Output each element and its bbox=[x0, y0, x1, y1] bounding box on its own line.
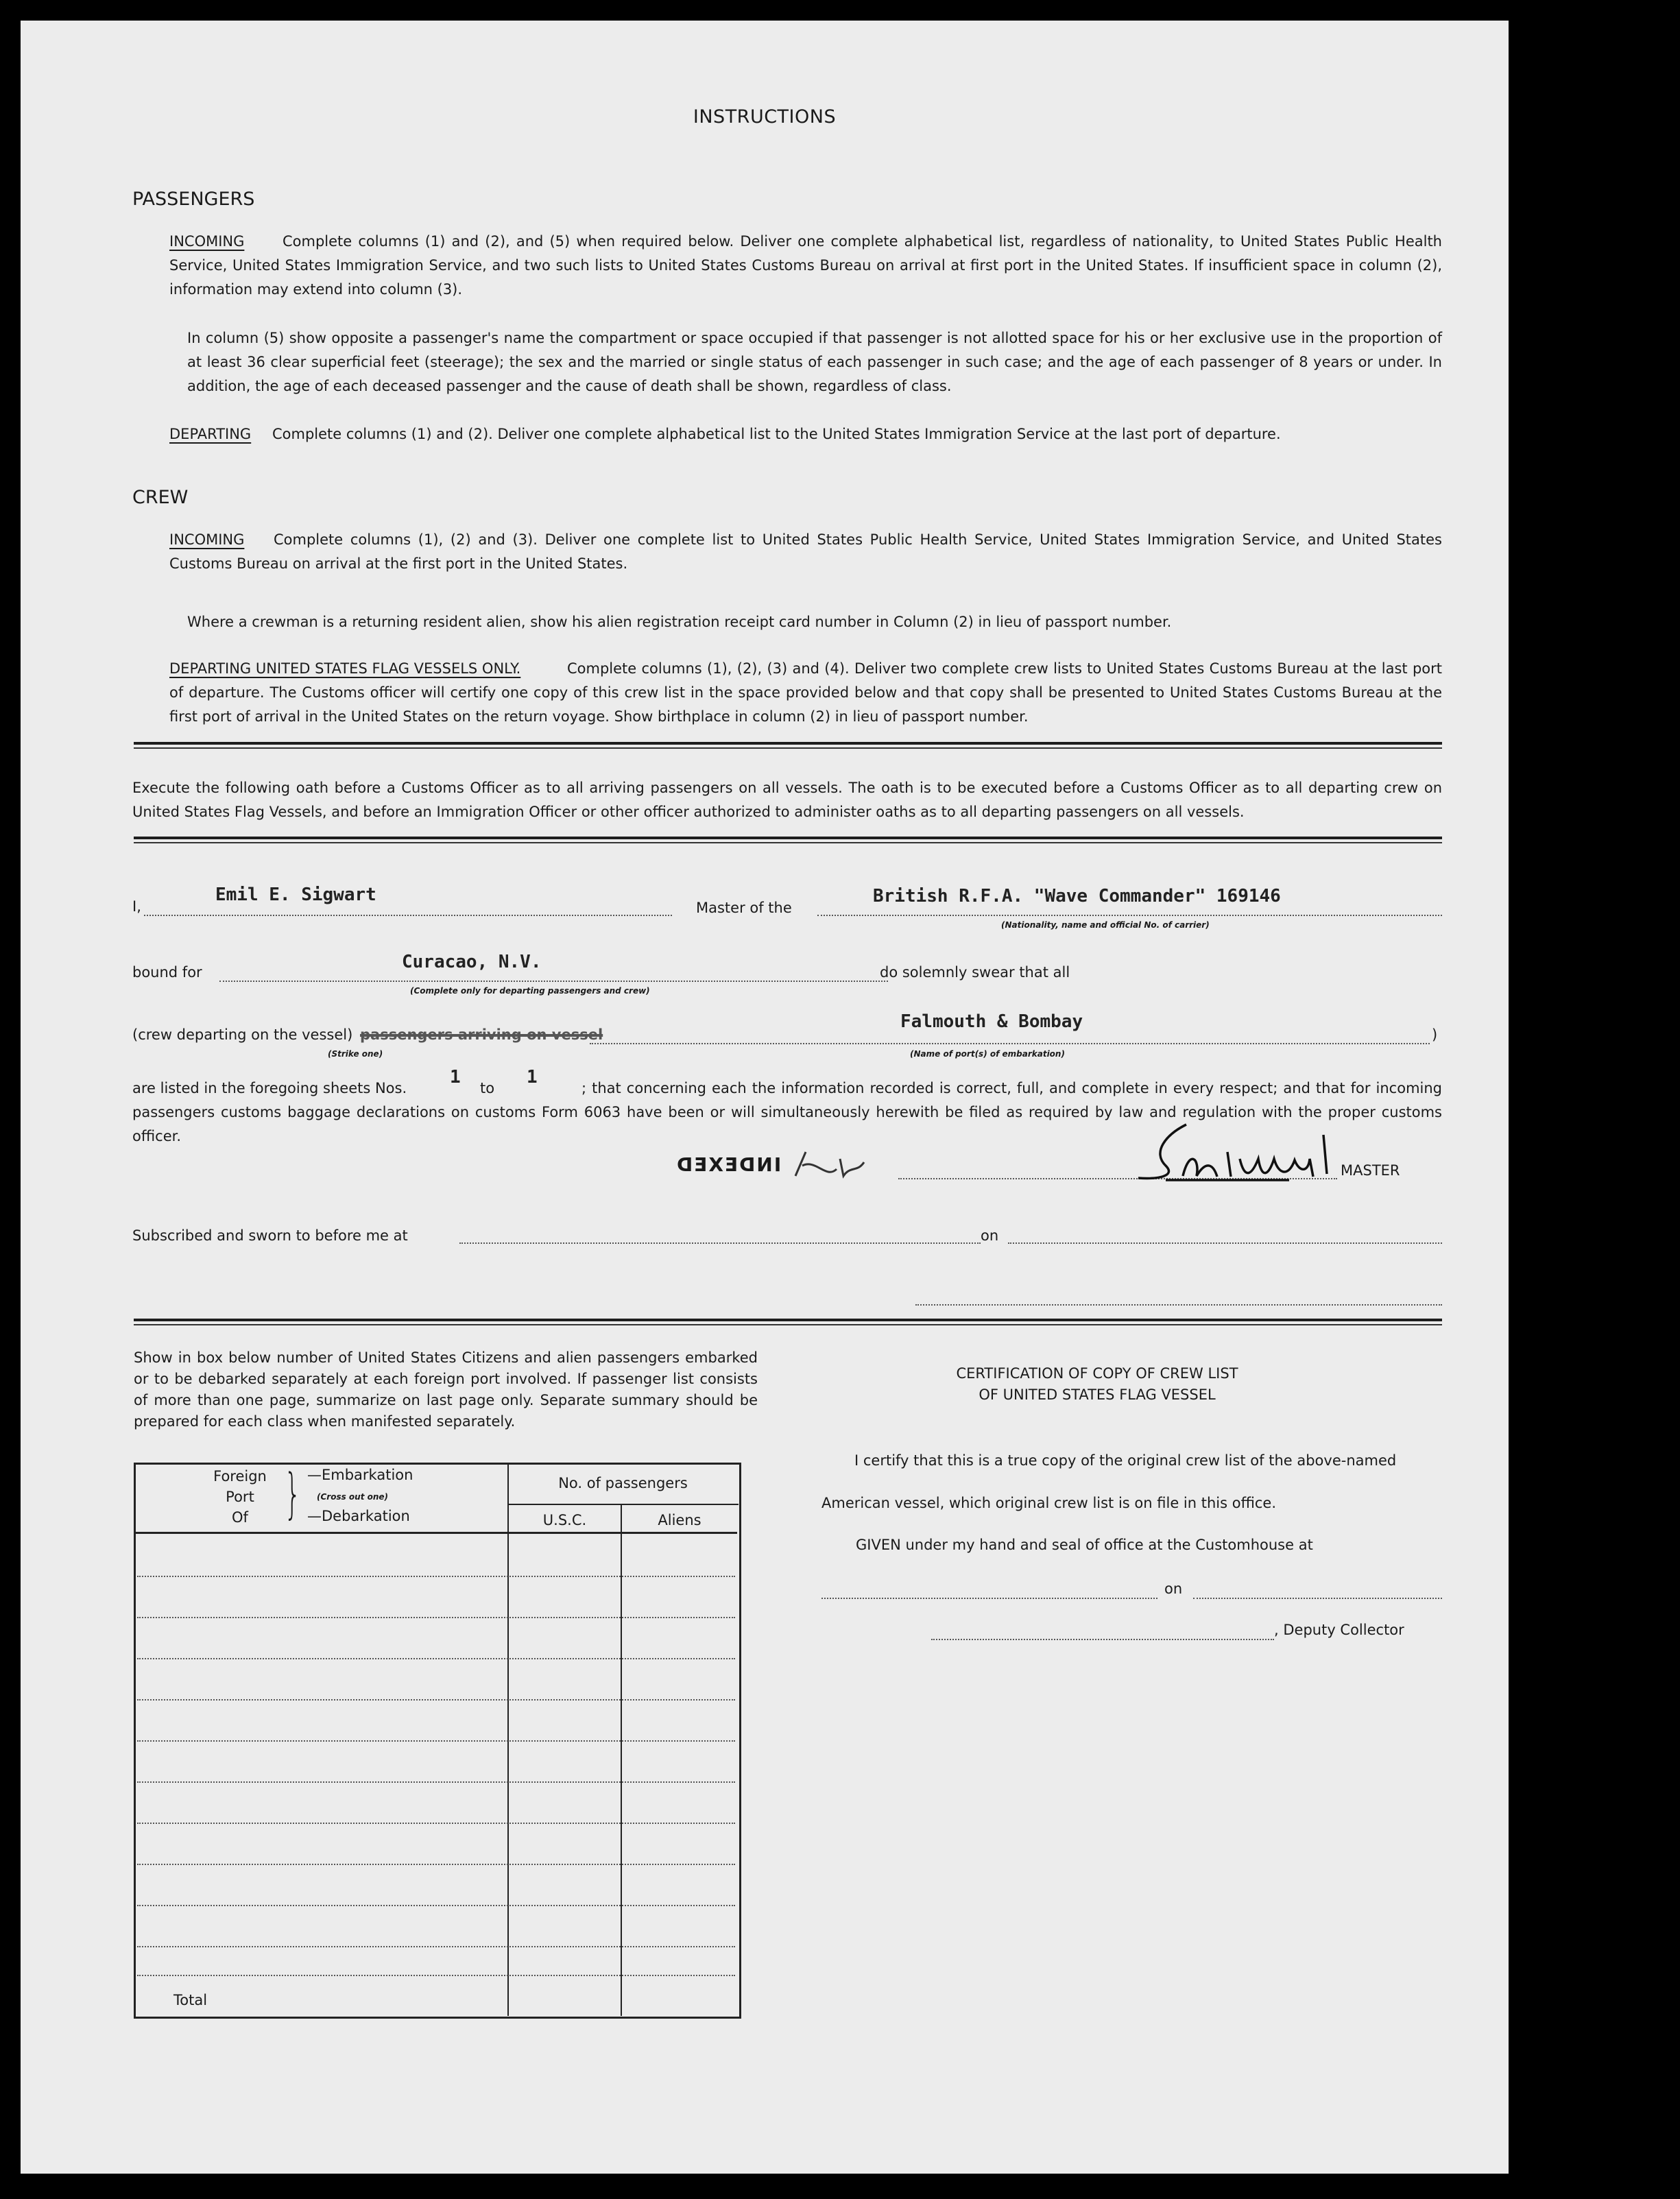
deputy-signature-line bbox=[931, 1639, 1274, 1640]
table-row-line bbox=[137, 1740, 735, 1742]
customhouse-line bbox=[821, 1598, 1157, 1599]
subscribed-on-label: on bbox=[981, 1227, 999, 1244]
crew-departing-label: DEPARTING UNITED STATES FLAG VESSELS ONLY. bbox=[169, 660, 521, 677]
crew-incoming-label: INCOMING bbox=[169, 531, 245, 548]
sheets-to-label: to bbox=[480, 1080, 495, 1096]
table-row-line bbox=[137, 1946, 735, 1947]
indexed-stamp: INDEXED bbox=[675, 1153, 782, 1176]
sheet-from: 1 bbox=[450, 1067, 461, 1088]
divider bbox=[134, 842, 1442, 843]
passengers-incoming-text: Complete columns (1) and (2), and (5) when required below. Deliver one complete alphabetical list, regardless of nationality, to United States Public Health Service, United States Immigration Service, and two such lists to United States Customs Bureau on arrival at first port in the United States. If insufficient space in column (2), information may extend into column (3). bbox=[169, 233, 1442, 298]
embarkation-option: —Embarkation bbox=[307, 1467, 413, 1483]
crew-incoming-text: Complete columns (1), (2) and (3). Deliver one complete list to United States Public Health Service, United States Immigration Service, and United States Customs Bureau on arrival at the first port in the United States. bbox=[169, 531, 1442, 572]
crew-resident-text: Where a crewman is a returning resident alien, show his alien registration receipt card number in Column (2) in lieu of passport number. bbox=[187, 614, 1172, 630]
oath-i-label: I, bbox=[132, 898, 141, 915]
struck-option: passengers arriving on vessel bbox=[360, 1026, 603, 1043]
aliens-header: Aliens bbox=[658, 1512, 701, 1528]
vessel-note: (Nationality, name and official No. of carrier) bbox=[1001, 920, 1210, 930]
total-label: Total bbox=[173, 1992, 208, 2008]
destination-line bbox=[219, 981, 888, 982]
certify-line-1: I certify that this is a true copy of the original crew list of the above-named bbox=[854, 1452, 1397, 1469]
certification-date-line bbox=[1193, 1598, 1442, 1599]
divider bbox=[134, 1324, 1442, 1325]
table-row-line bbox=[137, 1699, 735, 1701]
master-label: MASTER bbox=[1341, 1162, 1400, 1179]
certification-on-label: on bbox=[1164, 1581, 1183, 1597]
table-row-line bbox=[137, 1823, 735, 1824]
vessel-name: British R.F.A. "Wave Commander" 169146 bbox=[873, 886, 1281, 906]
crew-departing-vessel-label: (crew departing on the vessel) bbox=[132, 1026, 353, 1043]
debarkation-option: —Debarkation bbox=[307, 1508, 410, 1524]
passengers-departing-text: Complete columns (1) and (2). Deliver one complete alphabetical list to the United States Immigration Service at the last port of departure. bbox=[272, 426, 1281, 442]
certification-title-2: OF UNITED STATES FLAG VESSEL bbox=[979, 1386, 1216, 1403]
stamp-initials-mark bbox=[789, 1145, 871, 1186]
certify-line-2: American vessel, which original crew list is on file in this office. bbox=[821, 1495, 1277, 1511]
divider bbox=[134, 742, 1442, 745]
passengers-departing-label: DEPARTING bbox=[169, 426, 252, 442]
ports-note: (Name of port(s) of embarkation) bbox=[910, 1049, 1065, 1059]
swear-label: do solemnly swear that all bbox=[880, 964, 1070, 981]
column5-text: In column (5) show opposite a passenger's name the compartment or space occupied if that passenger is not allotted space for his or her exclusive use in the proportion of at least 36 clear superficial feet (steerage); the sex and the married or single status of each passenger in such case; and the age of each passenger of 8 years or under. In addition, the age of each deceased passenger and the cause of death shall be shown, regardless of class. bbox=[187, 330, 1442, 394]
divider bbox=[134, 747, 1442, 749]
close-paren: ) bbox=[1432, 1026, 1438, 1043]
subscribed-date-line bbox=[1008, 1242, 1442, 1244]
summary-instructions: Show in box below number of United States Citizens and alien passengers embarked or to be debarked separately at each foreign port involved. If passenger list consists of more than one page, summarize on last page only. Separate summary should be prepared for each class when manifested separately. bbox=[134, 1349, 758, 1430]
passengers-heading: PASSENGERS bbox=[132, 189, 255, 210]
sheets-suffix: ; that concerning each the information recorded is correct, full, and complete in every respect; and that for incoming passengers customs baggage declarations on customs Form 6063 have been or will simultaneously herewith be filed as required by law and regulation with the proper customs officer. bbox=[132, 1080, 1442, 1144]
form-page bbox=[21, 21, 1509, 2174]
destination-note: (Complete only for departing passengers and crew) bbox=[410, 986, 650, 996]
given-line: GIVEN under my hand and seal of office at the Customhouse at bbox=[856, 1537, 1313, 1553]
crew-heading: CREW bbox=[132, 487, 189, 508]
subscribed-place-line bbox=[459, 1242, 981, 1244]
crew-departing-text: Complete columns (1), (2), (3) and (4). Deliver two complete crew lists to United States Customs Bureau at the last port of departure. The Customs officer will certify one copy of this crew list in the space provided below and that copy shall be presented to United States Customs Bureau at the first port of arrival in the United States on the return voyage. Show birthplace in column (2) in lieu of passport number. bbox=[169, 660, 1442, 725]
table-row-line bbox=[137, 1905, 735, 1906]
master-name: Emil E. Sigwart bbox=[215, 885, 376, 905]
brace: } bbox=[284, 1463, 302, 1525]
col-foreign: Foreign bbox=[213, 1468, 267, 1485]
divider bbox=[134, 837, 1442, 839]
table-divider bbox=[507, 1504, 739, 1505]
master-signature bbox=[1125, 1111, 1371, 1186]
col-of: Of bbox=[232, 1509, 248, 1526]
passengers-incoming-label: INCOMING bbox=[169, 233, 245, 250]
oath-intro: Execute the following oath before a Customs Officer as to all arriving passengers on all vessels. The oath is to be executed before a Customs Officer as to all departing crew on United States Flag Vessels, and before an Immigration Officer or other officer authorized to administer oaths as to all departing passengers on all vessels. bbox=[132, 780, 1442, 820]
destination: Curacao, N.V. bbox=[402, 952, 542, 972]
table-row-line bbox=[137, 1781, 735, 1783]
ports-line bbox=[590, 1043, 1430, 1044]
table-row-line bbox=[137, 1658, 735, 1659]
table-row-line bbox=[137, 1864, 735, 1865]
table-divider bbox=[135, 1532, 737, 1534]
certification-title-1: CERTIFICATION OF COPY OF CREW LIST bbox=[956, 1365, 1238, 1382]
master-of-label: Master of the bbox=[696, 900, 792, 916]
table-row-line bbox=[137, 1617, 735, 1618]
usc-header: U.S.C. bbox=[542, 1512, 587, 1528]
table-row-line bbox=[137, 1576, 735, 1577]
officer-signature-line bbox=[915, 1304, 1442, 1306]
master-name-line bbox=[144, 915, 672, 916]
table-divider bbox=[621, 1505, 622, 2016]
sheet-to: 1 bbox=[527, 1067, 538, 1088]
divider bbox=[134, 1319, 1442, 1321]
subscribed-label: Subscribed and sworn to before me at bbox=[132, 1227, 408, 1244]
vessel-line bbox=[817, 915, 1442, 916]
deputy-collector-label: , Deputy Collector bbox=[1274, 1622, 1404, 1638]
col-port: Port bbox=[226, 1489, 254, 1505]
bound-label: bound for bbox=[132, 964, 202, 981]
page-title: INSTRUCTIONS bbox=[693, 106, 837, 128]
sheets-prefix: are listed in the foregoing sheets Nos. bbox=[132, 1080, 407, 1096]
table-row-line bbox=[137, 1975, 735, 1976]
no-of-passengers-header: No. of passengers bbox=[558, 1475, 688, 1491]
strike-note: (Strike one) bbox=[328, 1049, 383, 1059]
cross-out-note: (Cross out one) bbox=[317, 1492, 389, 1502]
embarkation-ports: Falmouth & Bombay bbox=[900, 1011, 1083, 1032]
